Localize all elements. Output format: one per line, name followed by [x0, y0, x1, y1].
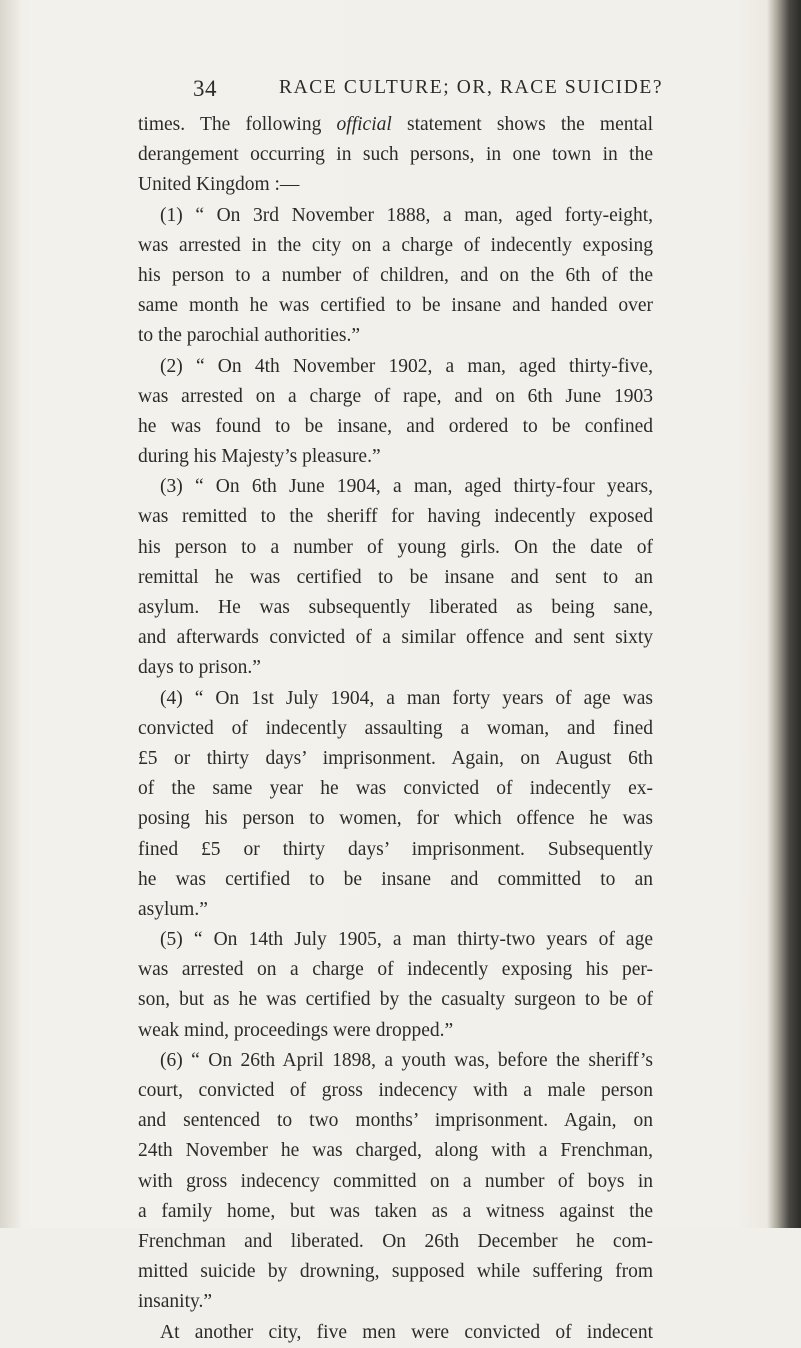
page-number: 34 [193, 76, 217, 101]
text-line: insanity.” [138, 1291, 213, 1313]
running-title: RACE CULTURE; OR, RACE SUICIDE? [279, 77, 664, 98]
text-line: United Kingdom :— [138, 174, 300, 196]
text-line: he was found to be insane, and ordered to be confined [138, 415, 653, 437]
item-1-start: (1) “ On 3rd November 1888, a man, aged forty-eight, [160, 204, 653, 226]
text-line: of the same year he was convicted of indecently ex- [138, 778, 653, 800]
text-line: was arrested on a charge of indecently exposing his per- [138, 959, 653, 981]
text-line: his person to a number of young girls. On the date of [138, 536, 653, 558]
page-edge-shadow [767, 0, 801, 1228]
item-4-start: (4) “ On 1st July 1904, a man forty years of age was [160, 687, 653, 709]
text-line: posing his person to women, for which offence he was [138, 808, 653, 830]
text-line: 24th November he was charged, along with a Frenchman, [138, 1140, 653, 1162]
text-line: and afterwards convicted of a similar offence and sent sixty [138, 627, 653, 649]
text-line: was remitted to the sheriff for having indecently exposed [138, 506, 653, 528]
text-line: was arrested in the city on a charge of indecently exposing [138, 234, 653, 256]
text-line: days to prison.” [138, 657, 261, 679]
page-binding-shadow [0, 0, 22, 1228]
text-line: during his Majesty’s pleasure.” [138, 446, 381, 468]
text-line: mitted suicide by drowning, supposed while suffering from [138, 1261, 653, 1283]
text-line: with gross indecency committed on a number of boys in [138, 1170, 653, 1192]
text-line: court, convicted of gross indecency with a male person [138, 1080, 653, 1101]
text-line: same month he was certified to be insane and handed over [138, 295, 653, 317]
text-line: convicted of indecently assaulting a woman, and fined [138, 717, 653, 739]
text-line: Frenchman and liberated. On 26th December he com- [138, 1230, 653, 1252]
text-line: his person to a number of children, and on the 6th of the [138, 264, 653, 286]
text-line: a family home, but was taken as a witness against the [138, 1200, 653, 1222]
item-6-start: (6) “ On 26th April 1898, a youth was, before the sheriff’s [160, 1049, 653, 1071]
item-5-start: (5) “ On 14th July 1905, a man thirty-two years of age [160, 929, 653, 951]
text-line: son, but as he was certified by the casualty surgeon to be of [138, 989, 653, 1011]
text-line: asylum. He was subsequently liberated as being sane, [138, 597, 653, 618]
item-3-start: (3) “ On 6th June 1904, a man, aged thirty-four years, [160, 476, 653, 498]
text-line: £5 or thirty days’ imprisonment. Again, on August 6th [138, 747, 653, 769]
text-line: and sentenced to two months’ imprisonment. Again, on [138, 1110, 653, 1132]
emphasis-official: official [336, 114, 392, 135]
text-line: he was certified to be insane and committed to an [138, 868, 653, 890]
page-header [193, 76, 663, 106]
item-2-start: (2) “ On 4th November 1902, a man, aged thirty-five, [160, 355, 653, 377]
text-line: weak mind, proceedings were dropped.” [138, 1019, 454, 1041]
text-line: to the parochial authorities.” [138, 325, 361, 347]
closing-paragraph-start: At another city, five men were convicted of indecent [160, 1321, 653, 1343]
text-line: was arrested on a charge of rape, and on 6th June 1903 [138, 385, 653, 407]
text-line: times. The following official statement shows the mental [138, 114, 653, 135]
body-text [138, 110, 653, 1348]
text-line: derangement occurring in such persons, in one town in the [138, 144, 653, 166]
text-line: asylum.” [138, 898, 208, 920]
text-line: remittal he was certified to be insane and sent to an [138, 566, 653, 588]
text-line: fined £5 or thirty days’ imprisonment. Subsequently [138, 838, 653, 860]
